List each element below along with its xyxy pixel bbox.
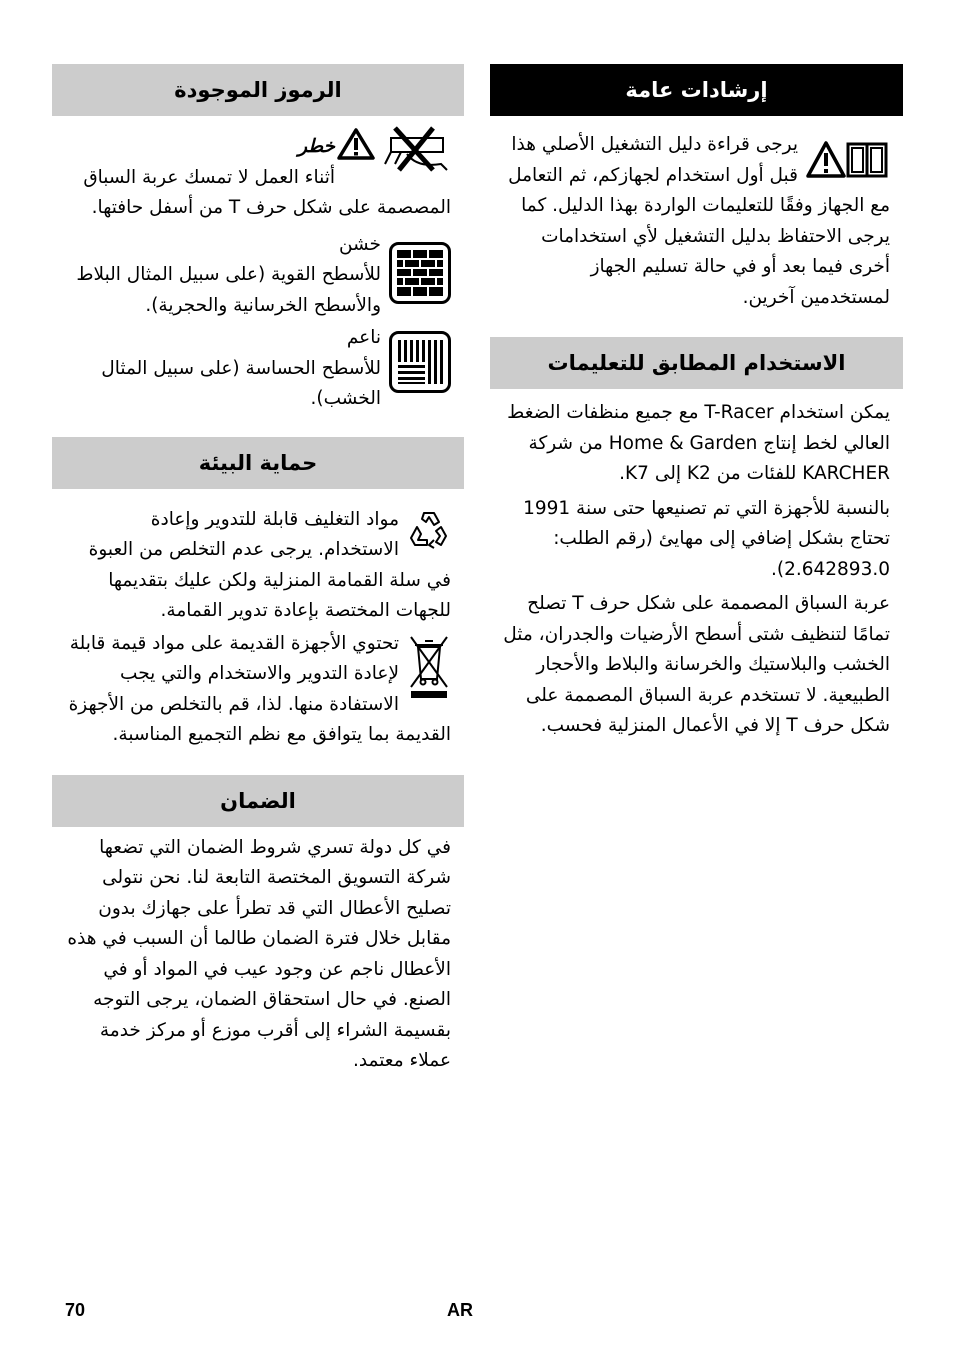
weee-text: تحتوي الأجهزة القديمة على مواد قيمة قابلة لإعادة التدوير والاستخدام والتي يجب الاستفادة منها. لذا، قم بالتخلص من الأجهزة القديمة بما يتوافق مع نظم التجميع المناسبة. (68, 632, 451, 745)
crossed-bin-icon (407, 633, 451, 712)
intended-use-heading: الاستخدام المطابق للتعليمات (490, 337, 903, 389)
weee-block (52, 627, 464, 751)
language-code: AR (447, 1300, 473, 1320)
recycle-block (52, 489, 464, 627)
intended-use-para-2: بالنسبة للأجهزة التي تم تصنيعها حتى سنة 1991 تحتاج بشكل إضافي إلى مهايئ (رقم الطلب: 2.642893.0). (523, 497, 890, 580)
danger-label: خطر (298, 136, 335, 157)
general-notes-body (490, 116, 903, 313)
recycle-icon (407, 507, 451, 562)
warning-manual-icon (806, 140, 890, 191)
warranty-text: في كل دولة تسري شروط الضمان التي تضعها شركة التسويق المختصة التابعة لنا. نحن نتولى تصليح الأعطال التي قد تطرأ على جهازك بدون مقابل خلال فترة الضمان طالما أن السبب في هذه الأعطال ناجم عن وجود عيب في المواد أو في الصنع. في حال استحقاق الضمان، يرجى التوجه بقسيمة الشراء إلى أقرب موزع أو مركز خدمة عملاء معتمد. (67, 836, 451, 1071)
soft-text: للأسطح الحساسة (على سبيل المثال الخشب). (101, 357, 381, 409)
danger-triangle-icon (337, 128, 375, 171)
page-number: 70 (65, 1300, 86, 1320)
danger-symbol-block (52, 116, 464, 224)
soft-label: ناعم (346, 327, 381, 348)
danger-text: أثناء العمل لا تمسك عربة السباق المصصمة على شكل حرف T من أسفل حافتها. (83, 166, 451, 218)
soft-symbol-block (52, 321, 464, 415)
wood-panel-icon (389, 331, 451, 404)
rough-label: خشن (338, 233, 381, 255)
no-hand-under-edge-icon (381, 124, 451, 187)
rough-symbol-block (52, 224, 464, 322)
rough-text: للأسطح القوية (على سبيل المثال البلاط والأسطح الخرسانية والحجرية). (76, 264, 381, 316)
warranty-body (52, 827, 464, 1077)
intended-use-para-1: يمكن استخدام T-Racer مع جميع منظفات الضغط العالي لخط إنتاج Home & Garden من شركة KARCHER للفئات من K2 إلى K7. (507, 402, 890, 484)
intended-use-body (490, 389, 903, 742)
brick-wall-icon (389, 242, 451, 315)
general-notes-heading: إرشادات عامة (490, 64, 903, 116)
recycle-text: مواد التغليف قابلة للتدوير وإعادة الاستخدام. يرجى عدم التخلص من العبوة في سلة القمامة المنزلية ولكن عليك بتقديمها للجهات المختصة بإعادة تدوير القمامة. (88, 508, 451, 621)
right-column (490, 64, 903, 742)
general-notes-text: يرجى قراءة دليل التشغيل الأصلي هذا قبل أول استخدام لجهازكم، ثم التعامل مع الجهاز وفقًا للتعليمات الواردة بهذا الدليل. كما يرجى الاحتفاظ بدليل التشغيل لأي استخدامات أخرى فيما بعد أو في حالة تسليم الجهاز لمستخدمين آخرين. (508, 134, 890, 308)
symbols-heading: الرموز الموجودة (52, 64, 464, 116)
left-column (52, 64, 464, 1077)
warranty-heading: الضمان (52, 775, 464, 827)
intended-use-para-3: عربة السباق المصممة على شكل حرف T تصلح تمامًا لتنظيف شتى أسطح الأرضيات والجدران، مثل الخشب والبلاستيك والخرسانة والبلاط والأحجار الطبيعية. لا تستخدم عربة السباق المصممة على شكل حرف T إلا في الأعمال المنزلية فحسب. (503, 593, 890, 736)
environment-heading: حماية البيئة (52, 437, 464, 489)
